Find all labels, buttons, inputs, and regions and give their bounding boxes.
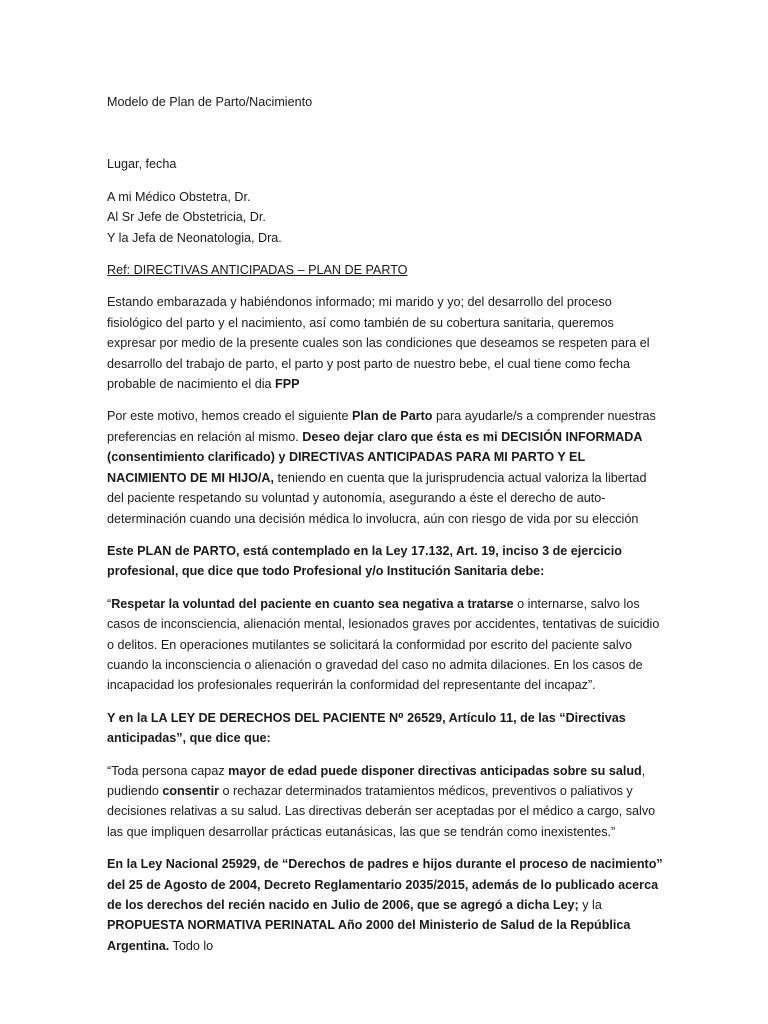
paragraph-ley-17132: Este PLAN de PARTO, está contemplado en la Ley 17.132, Art. 19, inciso 3 de ejercicio profesional, que dice que todo Profesional y/o Institución Sanitaria debe: bbox=[107, 543, 622, 579]
addressee-jefa-neonatologia: Y la Jefa de Neonatologia, Dra. bbox=[107, 230, 282, 245]
paragraph-ley-26529: Y en la LA LEY DE DERECHOS DEL PACIENTE N⁰ 26529, Artículo 11, de las “Directivas anticipadas”, que dice que: bbox=[107, 710, 626, 746]
paragraph-quote-ley-26529: “Toda persona capaz mayor de edad puede disponer directivas anticipadas sobre su salud, pudiendo consentir o rechazar determinados tratamientos médicos, preventivos o paliativos y decisiones relativas a su salud. Las directivas deberán ser aceptadas por el médico a cargo, salvo las que impliquen desarrollar prácticas eutanásicas, las que se tendrán como inexistentes.” bbox=[107, 763, 656, 839]
fpp-label: FPP bbox=[275, 377, 300, 392]
document-page bbox=[107, 92, 663, 956]
addressee-jefe-obstetricia: Al Sr Jefe de Obstetricia, Dr. bbox=[107, 210, 266, 225]
reference-line: Ref: DIRECTIVAS ANTICIPADAS – PLAN DE PARTO bbox=[107, 263, 408, 278]
addressee-obstetra: A mi Médico Obstetra, Dr. bbox=[107, 189, 251, 204]
paragraph-plan-motivo: Por este motivo, hemos creado el siguiente Plan de Parto para ayudarle/s a comprender nuestras preferencias en relación al mismo. Deseo dejar claro que ésta es mi DECISIÓN INFORMADA (consentimiento clarificado) y DIRECTIVAS ANTICIPADAS PARA MI PARTO Y EL NACIMIENTO DE MI HIJO/A, teniendo en cuenta que la jurisprudencia actual valoriza la libertad del paciente respetando su voluntad y autonomía, asegurando a éste el derecho de auto-determinación cuando una decisión médica lo involucra, aún con riesgo de vida por su elección bbox=[107, 409, 656, 526]
paragraph-intro-text: Estando embarazada y habiéndonos informado; mi marido y yo; del desarrollo del proceso fisiológico del parto y el nacimiento, así como también de su cobertura sanitaria, queremos expresar por medio de la presente cuales son las condiciones que deseamos se respeten para el desarrollo del trabajo de parto, el parto y post parto de nuestro bebe, el cual tiene como fecha probable de nacimiento el dia bbox=[107, 295, 650, 392]
paragraph-ley-25929: En la Ley Nacional 25929, de “Derechos de padres e hijos durante el proceso de nacimiento” del 25 de Agosto de 2004, Decreto Reglamentario 2035/2015, además de lo publicado acerca de los derechos del recién nacido en Julio de 2006, que se agregó a dicha Ley; y la PROPUESTA NORMATIVA PERINATAL Año 2000 del Ministerio de Salud de la República Argentina. Todo lo bbox=[107, 857, 663, 953]
place-date: Lugar, fecha bbox=[107, 157, 177, 172]
document-title: Modelo de Plan de Parto/Nacimiento bbox=[107, 95, 313, 109]
paragraph-quote-ley-17132: “Respetar la voluntad del paciente en cuanto sea negativa a tratarse o internarse, salvo los casos de inconsciencia, alienación mental, lesionados graves por accidentes, tentativas de suicidio o delitos. En operaciones mutilantes se solicitará la conformidad por escrito del paciente salvo cuando la inconsciencia o alienación o gravedad del caso no admita dilaciones. En los casos de incapacidad los profesionales requerirán la conformidad del representante del incapaz”. bbox=[107, 596, 660, 693]
paragraph-intro bbox=[107, 292, 663, 394]
